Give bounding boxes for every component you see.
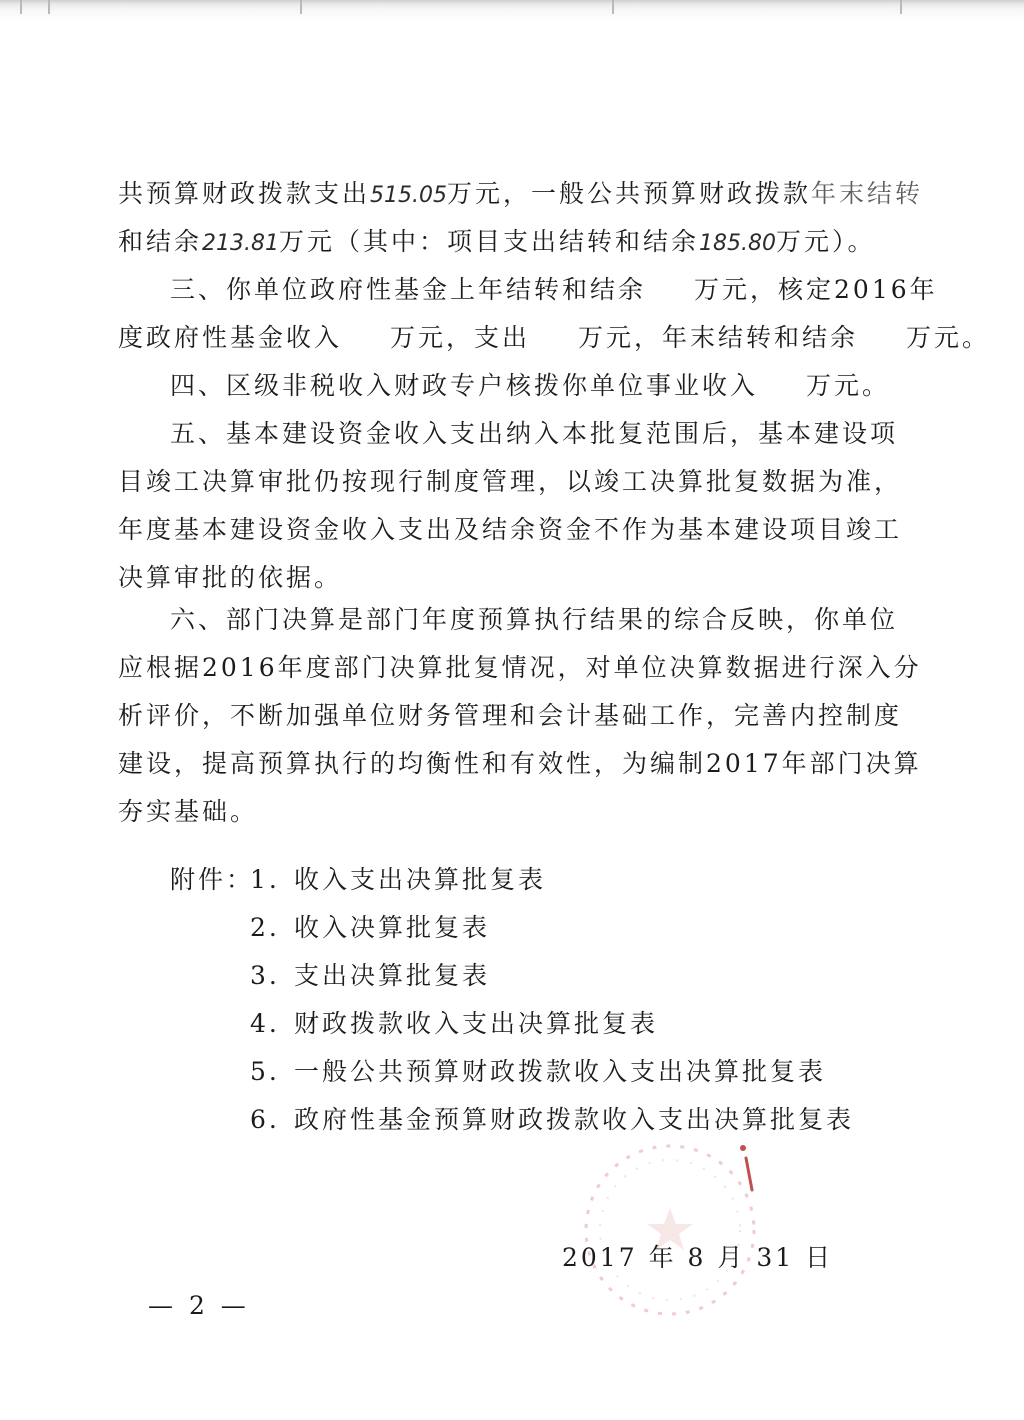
attachment-item [250,910,490,946]
attachment-title: 财政拨款收入支出决算批复表 [294,1009,659,1038]
text-line [118,320,991,356]
text-segment: 万元。 [906,323,991,352]
text-line: 析评价，不断加强单位财务管理和会计基础工作，完善内控制度 [118,701,903,730]
attachment-title: 政府性基金预算财政拨款收入支出决算批复表 [294,1105,855,1134]
text-line: 五、基本建设资金收入支出纳入本批复范围后，基本建设项 [170,419,899,448]
attachment-number: 3. [250,961,280,990]
text-segment: 万元（其中：项目支出结转和结余 [279,227,700,256]
attachment-title: 收入支出决算批复表 [294,865,547,894]
handwritten-amount: 213.81 [202,231,279,256]
official-seal [560,1130,780,1330]
text-segment: 三、你单位政府性基金上年结转和结余 [170,275,647,304]
text-line: 应根据2016年度部门决算批复情况，对单位决算数据进行深入分 [118,653,922,682]
attachment-number: 4. [250,1009,280,1038]
attachment-number: 1. [250,865,280,894]
text-segment: 万元，年末结转和结余 [578,323,859,352]
text-segment: 和结余 [118,227,203,256]
attachment-item [250,958,490,994]
attachment-number: 5. [250,1057,280,1086]
text-line: 夯实基础。 [118,797,259,826]
text-line: 目竣工决算审批仍按现行制度管理，以竣工决算批复数据为准， [118,467,903,496]
text-segment: 四、区级非税收入财政专户核拨你单位事业收入 [170,371,759,400]
text-segment: 度政府性基金收入 [118,323,343,352]
text-segment: 万元）。 [776,227,876,256]
text-segment: 万元，一般公共预算财政拨款 [447,179,812,208]
text-line [118,224,878,262]
handwritten-amount: 185.80 [699,231,776,256]
text-line [118,176,924,214]
text-segment: 万元。 [806,371,891,400]
attachments-label: 附件： [170,865,255,894]
text-line [170,272,938,308]
attachment-title: 一般公共预算财政拨款收入支出决算批复表 [294,1057,827,1086]
text-segment: 万元，支出 [390,323,531,352]
text-line: 年度基本建设资金收入支出及结余资金不作为基本建设项目竣工 [118,515,903,544]
handwritten-amount: 515.05 [370,183,447,208]
attachment-number: 6. [250,1105,280,1134]
attachment-number: 2. [250,913,280,942]
document-date: 2017 年 8 月 31 日 [562,1243,834,1272]
text-segment: 万元，核定2016年 [694,275,938,304]
text-line: 决算审批的依据。 [118,563,343,592]
text-line: 六、部门决算是部门年度预算执行结果的综合反映，你单位 [170,605,899,634]
attachment-title: 支出决算批复表 [294,961,491,990]
text-segment: 共预算财政拨款支出 [118,179,371,208]
text-segment: 年末结转 [811,179,924,208]
attachment-item [250,1054,826,1090]
attachment-item [250,862,546,898]
page-number: — 2 — [148,1291,250,1320]
attachment-title: 收入决算批复表 [294,913,491,942]
attachment-item [250,1006,658,1042]
text-line [170,368,930,404]
text-line: 建设，提高预算执行的均衡性和有效性，为编制2017年部门决算 [118,749,922,778]
